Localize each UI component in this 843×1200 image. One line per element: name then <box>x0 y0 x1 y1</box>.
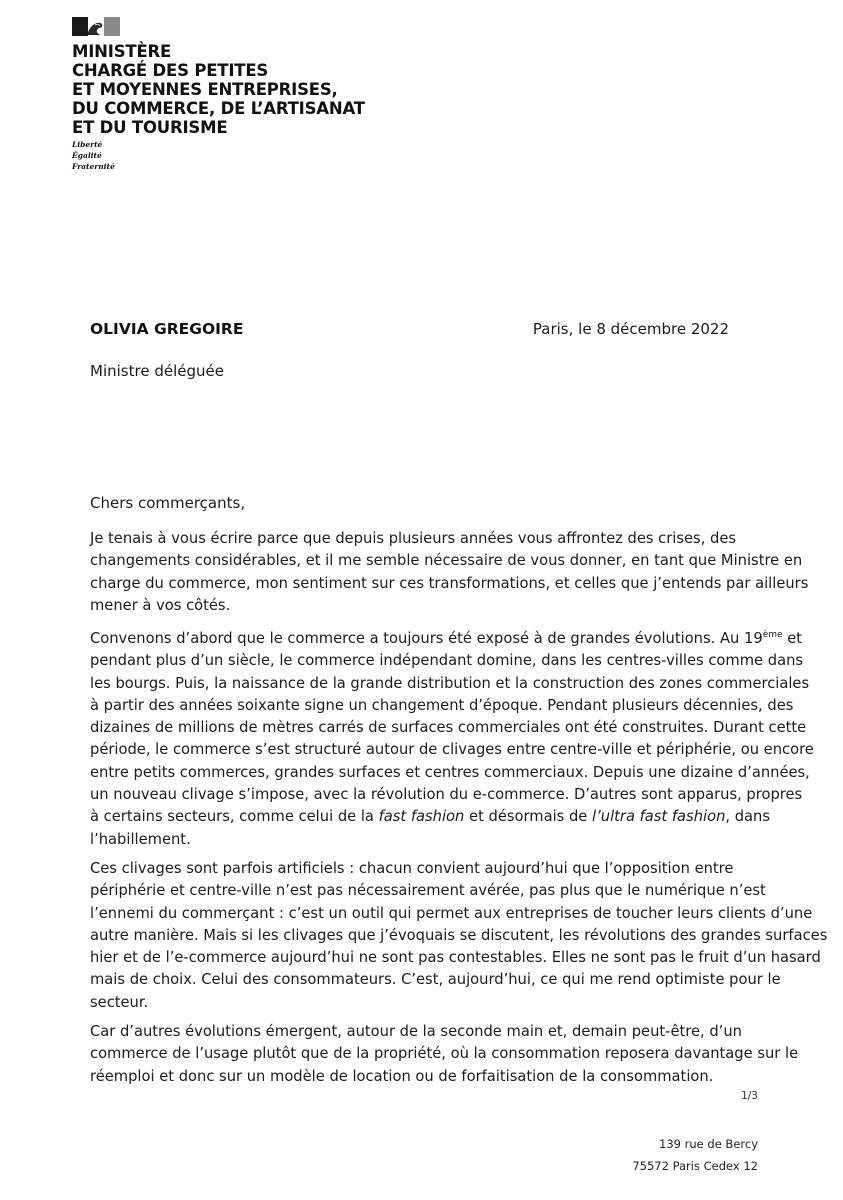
text-line: hier et de l’e-commerce aujourd’hui ne sont pas contestables. Elles ne sont pas le fruit d’un hasard <box>90 949 821 967</box>
paragraph-4 <box>90 1021 799 1088</box>
motto-line: Égalité <box>72 151 102 160</box>
text-line: Ces clivages sont parfois artificiels : chacun convient aujourd’hui que l’opposition entre <box>90 860 734 877</box>
signer-title: Ministre déléguée <box>90 362 224 380</box>
italic-term: fast fashion <box>378 808 465 826</box>
marianne-logo <box>72 17 120 36</box>
footer-address <box>632 1133 758 1177</box>
republic-motto <box>72 139 115 172</box>
text-line: Je tenais à vous écrire parce que depuis plusieurs années vous affrontez des crises, des <box>90 530 737 547</box>
text-line <box>90 806 771 828</box>
ministry-line: CHARGÉ DES PETITES <box>72 61 269 80</box>
text-line: autre manière. Mais si les clivages que j’évoquais se discutent, les révolutions des grandes surfaces <box>90 926 828 944</box>
ministry-line: ET DU TOURISME <box>72 118 228 137</box>
address-city: 75572 Paris Cedex 12 <box>632 1159 758 1173</box>
text-line: l’habillement. <box>90 830 191 848</box>
ministry-name <box>72 42 365 137</box>
text-fragment: , dans <box>725 808 771 826</box>
text-line: réemploi et donc sur un modèle de location ou de forfaitisation de la consommation. <box>90 1067 714 1085</box>
text-line: mener à vos côtés. <box>90 596 231 614</box>
text-line: entre petits commerces, grandes surfaces et centres commerciaux. Depuis une dizaine d’années, <box>90 763 810 781</box>
text-fragment: Convenons d’abord que le commerce a toujours été exposé à de grandes évolutions. Au 19 <box>90 630 763 647</box>
italic-term: l’ultra fast fashion <box>592 808 726 826</box>
text-line: mais de choix. Celui des consommateurs. C’est, aujourd’hui, ce qui me rend optimiste pour le <box>90 971 781 989</box>
text-line: les bourgs. Puis, la naissance de la grande distribution et la construction des zones commerciales <box>90 674 810 692</box>
text-line: à partir des années soixante signe un changement d’époque. Pendant plusieurs décennies, des <box>90 696 794 714</box>
motto-line: Fraternité <box>72 162 115 171</box>
text-line: un nouveau clivage s’impose, avec la révolution du e-commerce. D’autres sont apparus, propres <box>90 786 803 804</box>
text-line: commerce de l’usage plutôt que de la propriété, où la consommation reposera davantage sur le <box>90 1045 799 1063</box>
motto-line: Liberté <box>72 140 103 149</box>
text-line: périphérie et centre-ville n’est pas nécessairement avérée, pas plus que le numérique n’est <box>90 882 766 900</box>
text-line: l’ennemi du commerçant : c’est un outil qui permet aux entreprises de toucher leurs clients d’une <box>90 904 813 922</box>
signer-name: OLIVIA GREGOIRE <box>90 320 244 338</box>
text-fragment: à certains secteurs, comme celui de la <box>90 808 379 826</box>
ministry-line: MINISTÈRE <box>72 42 172 61</box>
text-fragment: et désormais de <box>464 808 593 826</box>
text-line: charge du commerce, mon sentiment sur ces transformations, et celles que j’entends par ailleurs <box>90 574 809 592</box>
text-line: changements considérables, et il me semble nécessaire de vous donner, en tant que Ministre en <box>90 552 803 570</box>
ministry-line: ET MOYENNES ENTREPRISES, <box>72 80 338 99</box>
text-line: période, le commerce s’est structuré autour de clivages entre centre-ville et périphérie, ou encore <box>90 741 814 759</box>
salutation: Chers commerçants, <box>90 494 246 512</box>
text-fragment: et <box>782 630 803 647</box>
page-number: 1/3 <box>741 1090 758 1102</box>
marianne-logo-icon <box>83 19 109 36</box>
text-line: dizaines de millions de mètres carrés de surfaces commerciales ont été construites. Durant cette <box>90 719 807 737</box>
address-street: 139 rue de Bercy <box>659 1137 758 1151</box>
text-line <box>90 628 803 650</box>
text-line: Car d’autres évolutions émergent, autour de la seconde main et, demain peut-être, d’un <box>90 1023 742 1040</box>
paragraph-2 <box>90 628 814 851</box>
text-line: secteur. <box>90 993 149 1011</box>
ministry-line: DU COMMERCE, DE L’ARTISANAT <box>72 99 365 118</box>
letter-date: Paris, le 8 décembre 2022 <box>532 320 729 338</box>
paragraph-1 <box>90 528 809 617</box>
text-line: pendant plus d’un siècle, le commerce indépendant domine, dans les centres-villes comme dans <box>90 652 804 670</box>
superscript: ème <box>762 630 783 640</box>
paragraph-3 <box>90 858 828 1014</box>
